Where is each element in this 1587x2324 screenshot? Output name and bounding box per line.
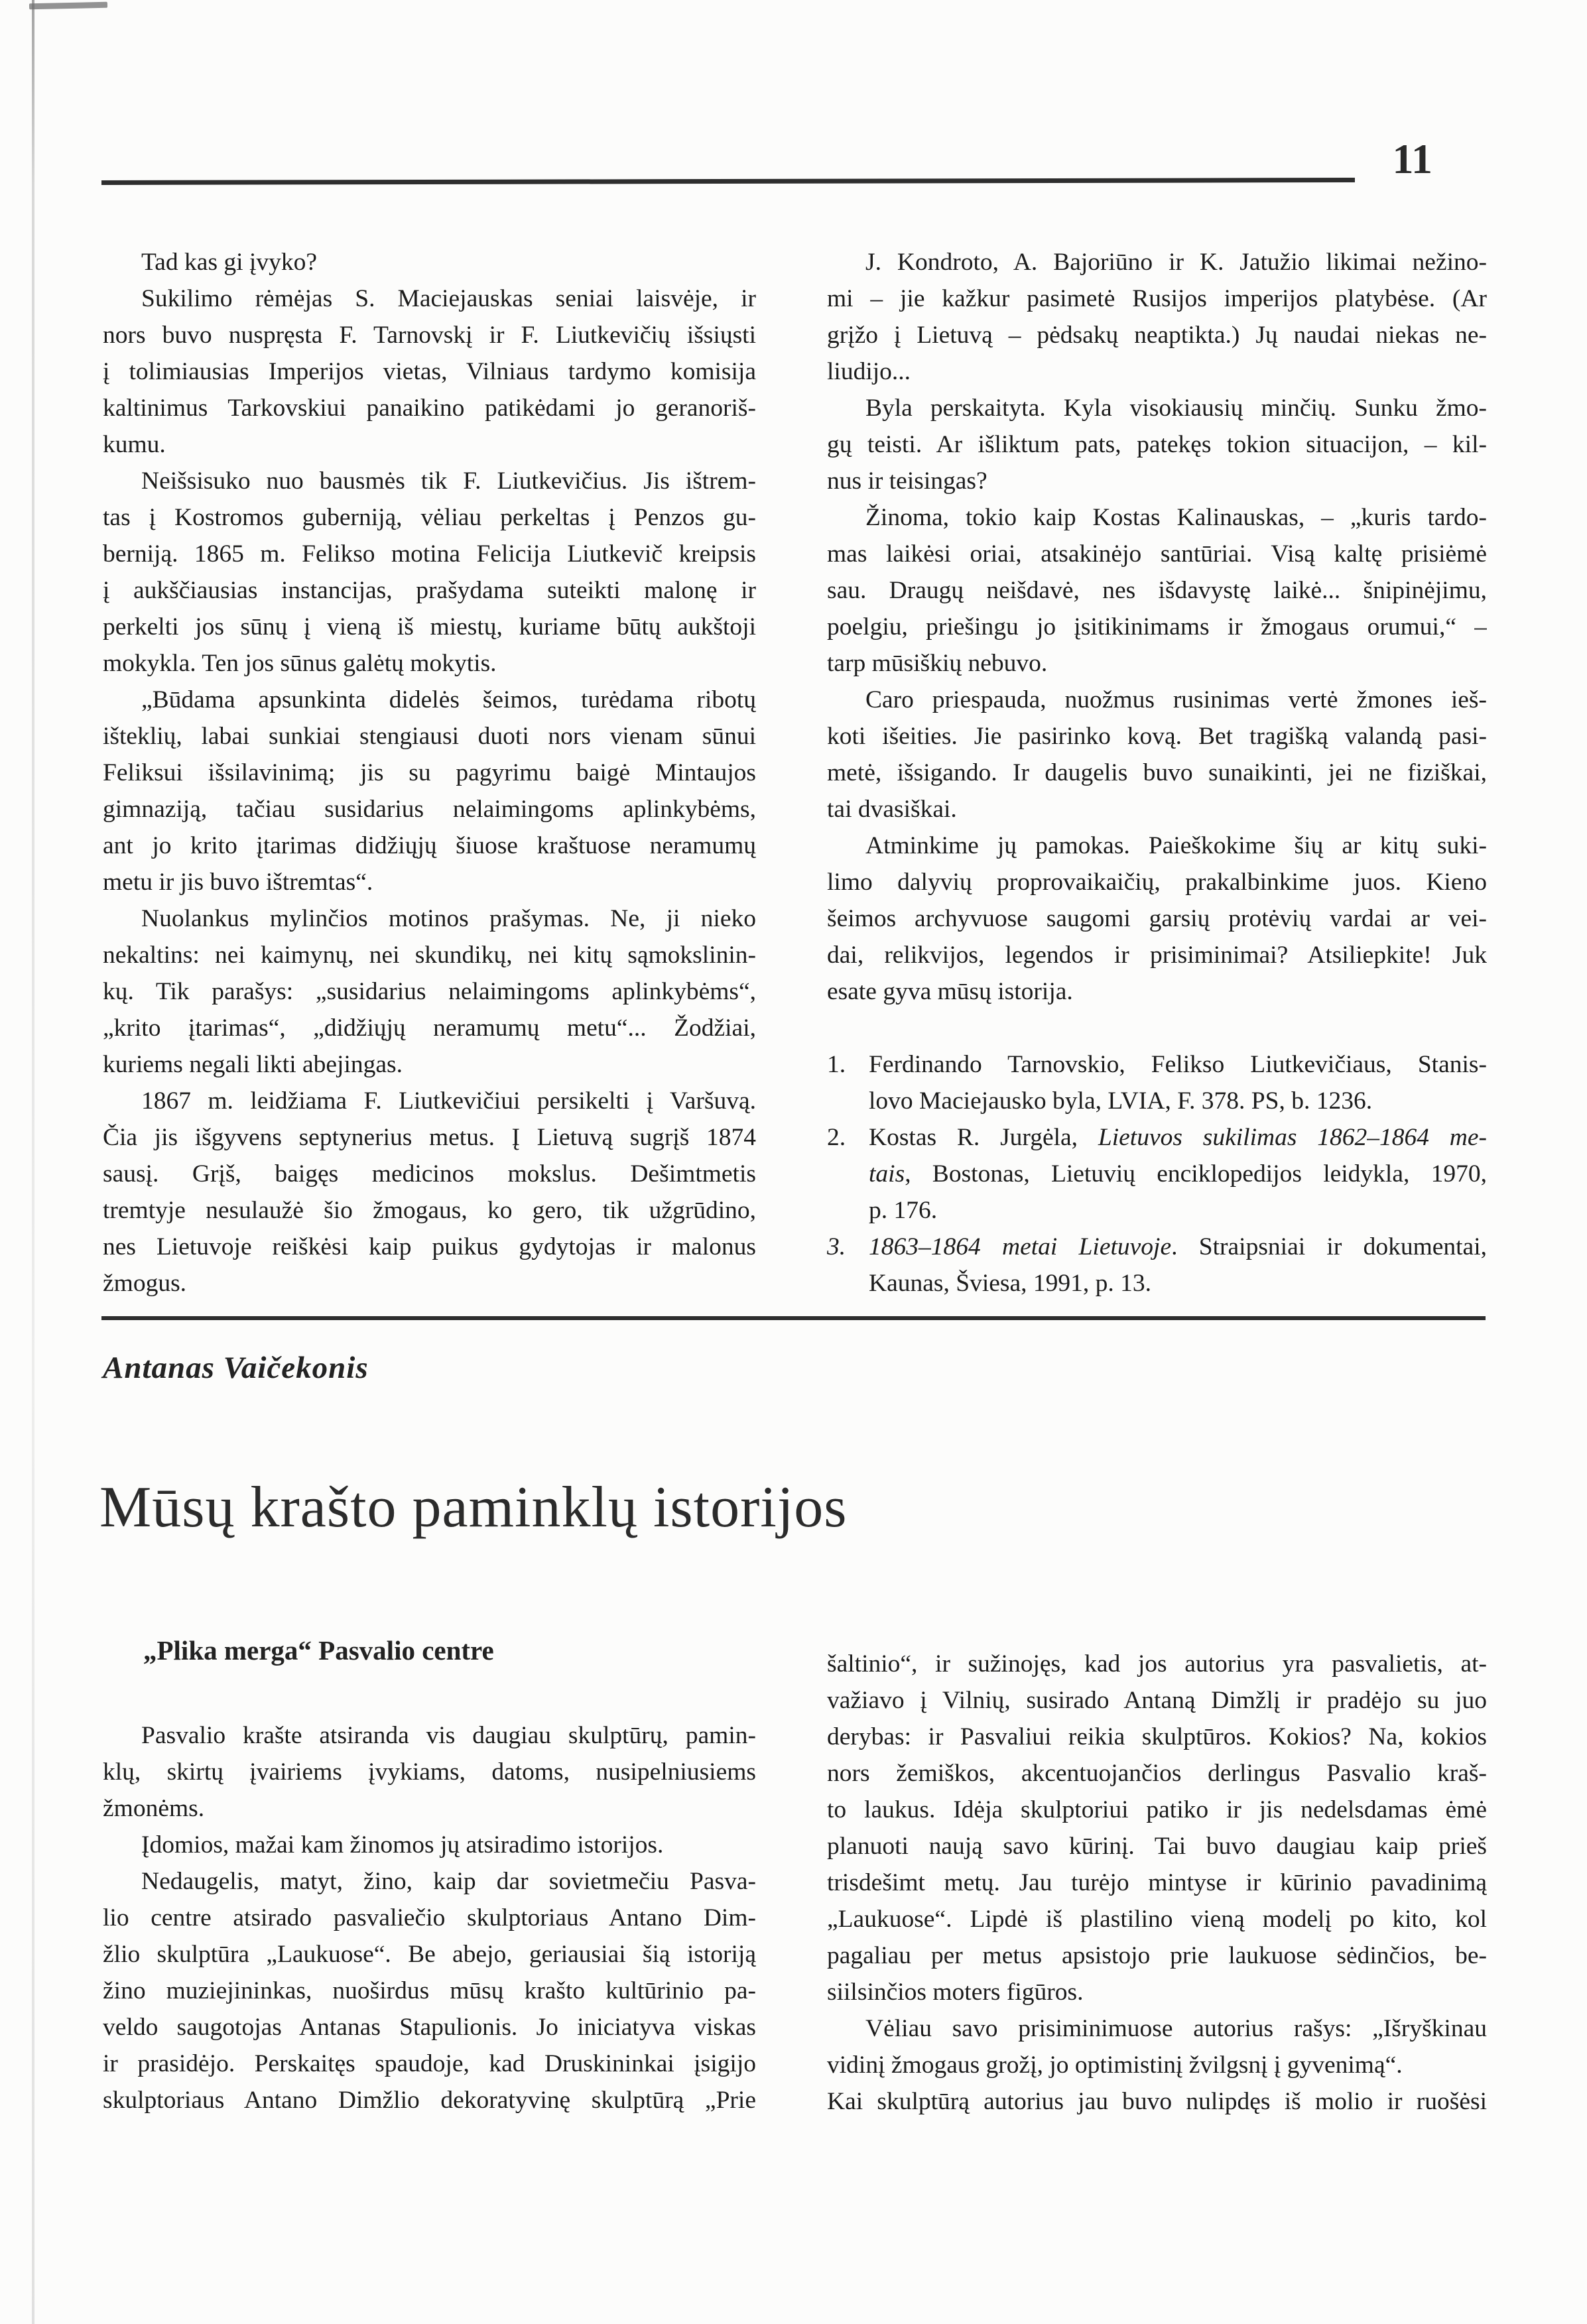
text-line: gimnaziją, tačiau susidarius nelaimingoms aplinkybėms,	[103, 796, 756, 823]
page-number: 11	[1392, 135, 1432, 182]
text-line: metu ir jis buvo ištremtas“.	[103, 869, 373, 896]
article-author: Antanas Vaičekonis	[103, 1351, 369, 1385]
text-line: limo dalyvių proprovaikaičių, prakalbinkime juos. Kieno	[827, 869, 1487, 896]
text-line: žlio skulptūra „Laukuose“. Be abejo, geriausiai šią istoriją	[103, 1941, 756, 1968]
scan-edge-line	[32, 0, 34, 2324]
text-line: Pasvalio krašte atsiranda vis daugiau skulptūrų, pamin-	[141, 1722, 756, 1749]
article2-left-column	[103, 1717, 756, 2118]
header-rule	[101, 178, 1355, 185]
text-line: „krito įtarimas“, „didžiųjų neramumų metu“... Žodžiai,	[103, 1014, 756, 1042]
text-line: kuriems negali likti abejingas.	[103, 1051, 403, 1078]
text-line: šaltinio“, ir sužinojęs, kad jos autorius yra pasvalietis, at-	[827, 1650, 1487, 1678]
text-line: poelgiu, priešingu jo įsitikinimams ir žmogaus orumui,“ –	[827, 613, 1487, 641]
article1-left-column	[103, 244, 756, 1302]
text-line: nekaltins: nei kaimynų, nei skundikų, nei kitų sąmokslinin-	[103, 942, 756, 969]
text-line: veldo saugotojas Antanas Stapulionis. Jo iniciatyva viskas	[103, 2014, 756, 2041]
article-subheading: „Plika merga“ Pasvalio centre	[143, 1635, 494, 1666]
text-line: tai dvasiškai.	[827, 796, 957, 823]
text-line: lio centre atsirado pasvaliečio skulptoriaus Antano Dim-	[103, 1904, 756, 1931]
reference-item	[827, 1046, 1487, 1119]
text-line: žmogus.	[103, 1270, 187, 1297]
text-line: perkelti jos sūnų į vieną iš miestų, kuriame būtų aukštoji	[103, 613, 756, 641]
text-line: kų. Tik parašys: „susidarius nelaimingoms aplinkybėms“,	[103, 978, 756, 1005]
text-line: Caro priespauda, nuožmus rusinimas vertė žmones ieš-	[865, 686, 1487, 713]
text-line: metė, išsigando. Ir daugelis buvo sunaikinti, jei ne fiziškai,	[827, 759, 1487, 786]
scan-corner-mark	[29, 2, 107, 9]
text-line: sausį. Grįš, baigęs medicinos mokslus. Dešimtmetis	[103, 1160, 756, 1188]
reference-line: tais, Bostonas, Lietuvių enciklopedijos leidykla, 1970,	[869, 1160, 1487, 1188]
text-line: dai, relikvijos, legendos ir prisiminimai? Atsiliepkite! Juk	[827, 942, 1487, 969]
text-line: grįžo į Lietuvą – pėdsakų neaptikta.) Jų naudai niekas ne-	[827, 322, 1487, 349]
text-line: nes Lietuvoje reiškėsi kaip puikus gydytojas ir malonus	[103, 1233, 756, 1260]
text-line: Feliksui išsilavinimą; jis su pagyrimu baigė Mintaujos	[103, 759, 756, 786]
article2-right-column	[827, 1646, 1487, 2120]
text-line: koti išeities. Jie pasirinko kovą. Bet tragišką valandą pasi-	[827, 723, 1487, 750]
text-line: išteklių, labai sunkiai stengiausi duoti nors vienam sūnui	[103, 723, 756, 750]
text-line: nus ir teisingas?	[827, 467, 987, 495]
text-line: to laukus. Idėja skulptoriui patiko ir jis nedelsdamas ėmė	[827, 1796, 1487, 1823]
text-line: gų teisti. Ar išliktum pats, patekęs tokion situacijon, – kil-	[827, 431, 1487, 458]
text-line: Atminkime jų pamokas. Paieškokime šių ar kitų suki-	[865, 832, 1487, 859]
text-line: „Būdama apsunkinta didelės šeimos, turėdama ribotų	[141, 686, 756, 713]
text-line: ir prasidėjo. Perskaitęs spaudoje, kad Druskininkai įsigijo	[103, 2050, 756, 2077]
reference-line: 1863–1864 metai Lietuvoje. Straipsniai ir dokumentai,	[869, 1233, 1487, 1260]
text-line: pagaliau per metus apsistojo prie laukuose sėdinčios, be-	[827, 1942, 1487, 1969]
text-line: nors žemiškos, akcentuojančios derlingus Pasvalio kraš-	[827, 1760, 1487, 1787]
text-line: klų, skirtų įvairiems įvykiams, datoms, nusipelniusiems	[103, 1758, 756, 1786]
text-line: į tolimiausias Imperijos vietas, Vilniaus tardymo komisija	[103, 358, 756, 385]
text-line: Nuolankus mylinčios motinos prašymas. Ne, ji nieko	[141, 905, 756, 932]
reference-line: Kaunas, Šviesa, 1991, p. 13.	[869, 1270, 1151, 1297]
text-line: į aukščiausias instancijas, prašydama suteikti malonę ir	[103, 577, 756, 604]
text-line: mas laikėsi oriai, atsakinėjo santūriai. Visą kaltę prisiėmė	[827, 540, 1487, 568]
text-line: kaltinimus Tarkovskiui panaikino patikėdami jo geranoriš-	[103, 395, 756, 422]
text-line: mokykla. Ten jos sūnus galėtų mokytis.	[103, 650, 497, 677]
text-line: žmonėms.	[103, 1795, 205, 1822]
text-line: „Laukuose“. Lipdė iš plastilino vieną modelį po kito, kol	[827, 1906, 1487, 1933]
text-line: J. Kondroto, A. Bajoriūno ir K. Jatužio likimai nežino-	[865, 249, 1487, 276]
text-line: derybas: ir Pasvaliui reikia skulptūros. Kokios? Na, kokios	[827, 1723, 1487, 1750]
text-line: Byla perskaityta. Kyla visokiausių minčių. Sunku žmo-	[865, 395, 1487, 422]
reference-line: Ferdinando Tarnovskio, Felikso Liutkevičiaus, Stanis-	[869, 1051, 1487, 1078]
text-line: Sukilimo rėmėjas S. Maciejauskas seniai laisvėje, ir	[141, 285, 756, 312]
reference-item	[827, 1119, 1487, 1229]
reference-item	[827, 1229, 1487, 1302]
reference-number: 1.	[827, 1051, 846, 1078]
text-line: žino muziejininkas, nuoširdus mūsų krašto kultūrinio pa-	[103, 1977, 756, 2004]
text-line: Čia jis išgyvens septynerius metus. Į Lietuvą sugrįš 1874	[103, 1124, 756, 1151]
text-line: sau. Draugų neišdavė, nes išdavystę laikė... šnipinėjimu,	[827, 577, 1487, 604]
text-line: tas į Kostromos guberniją, vėliau perkeltas į Penzos gu-	[103, 504, 756, 531]
text-line: berniją. 1865 m. Felikso motina Felicija Liutkevič kreipsis	[103, 540, 756, 568]
reference-line: lovo Maciejausko byla, LVIA, F. 378. PS, b. 1236.	[869, 1087, 1373, 1115]
text-line: vidinį žmogaus grožį, jo optimistinį žvilgsnį į gyvenimą“.	[827, 2051, 1403, 2079]
text-line: Žinoma, tokio kaip Kostas Kalinauskas, – „kuris tardo-	[865, 504, 1487, 531]
text-line: važiavo į Vilnių, susirado Antaną Dimžlį ir pradėjo su juo	[827, 1687, 1487, 1714]
text-line: 1867 m. leidžiama F. Liutkevičiui persikelti į Varšuvą.	[141, 1087, 756, 1115]
text-line: šeimos archyvuose saugomi garsių protėvių vardai ar vei-	[827, 905, 1487, 932]
article1-references	[827, 1046, 1487, 1302]
text-line: Nedaugelis, matyt, žino, kaip dar sovietmečiu Pasva-	[141, 1868, 756, 1895]
text-line: esate gyva mūsų istorija.	[827, 978, 1073, 1005]
text-line: mi – jie kažkur pasimetė Rusijos imperijos platybėse. (Ar	[827, 285, 1487, 312]
text-line: liudijo...	[827, 358, 911, 385]
text-line: tremtyje nesulaužė šio žmogaus, ko gero, tik užgrūdino,	[103, 1197, 756, 1224]
text-line: skulptoriaus Antano Dimžlio dekoratyvinę skulptūrą „Prie	[103, 2087, 756, 2114]
reference-line: Kostas R. Jurgėla, Lietuvos sukilimas 1862–1864 me-	[869, 1124, 1487, 1151]
reference-number: 3.	[827, 1233, 846, 1260]
text-line: planuoti naują savo kūrinį. Tai buvo daugiau kaip prieš	[827, 1833, 1487, 1860]
reference-line: p. 176.	[869, 1197, 938, 1224]
text-line: trisdešimt metų. Jau turėjo mintyse ir kūrinio pavadinimą	[827, 1869, 1487, 1896]
text-line: Neišsisuko nuo bausmės tik F. Liutkevičius. Jis ištrem-	[141, 467, 756, 495]
text-line: kumu.	[103, 431, 166, 458]
article-title: Mūsų krašto paminklų istorijos	[99, 1475, 848, 1540]
text-line: Tad kas gi įvyko?	[141, 249, 318, 276]
reference-number: 2.	[827, 1124, 846, 1151]
text-line: ant jo krito įtarimas didžiųjų šiuose kraštuose neramumų	[103, 832, 756, 859]
text-line: nors buvo nuspręsta F. Tarnovskį ir F. Liutkevičių išsiųsti	[103, 322, 756, 349]
text-line: Kai skulptūrą autorius jau buvo nulipdęs iš molio ir ruošėsi	[827, 2088, 1487, 2115]
section-divider-rule	[101, 1316, 1486, 1320]
text-line: tarp mūsiškių nebuvo.	[827, 650, 1048, 677]
text-line: Vėliau savo prisiminimuose autorius rašys: „Išryškinau	[865, 2015, 1487, 2042]
text-line: Įdomios, mažai kam žinomos jų atsiradimo istorijos.	[141, 1831, 664, 1859]
text-line: siilsinčios moters figūros.	[827, 1979, 1084, 2006]
article1-right-column	[827, 244, 1487, 1010]
